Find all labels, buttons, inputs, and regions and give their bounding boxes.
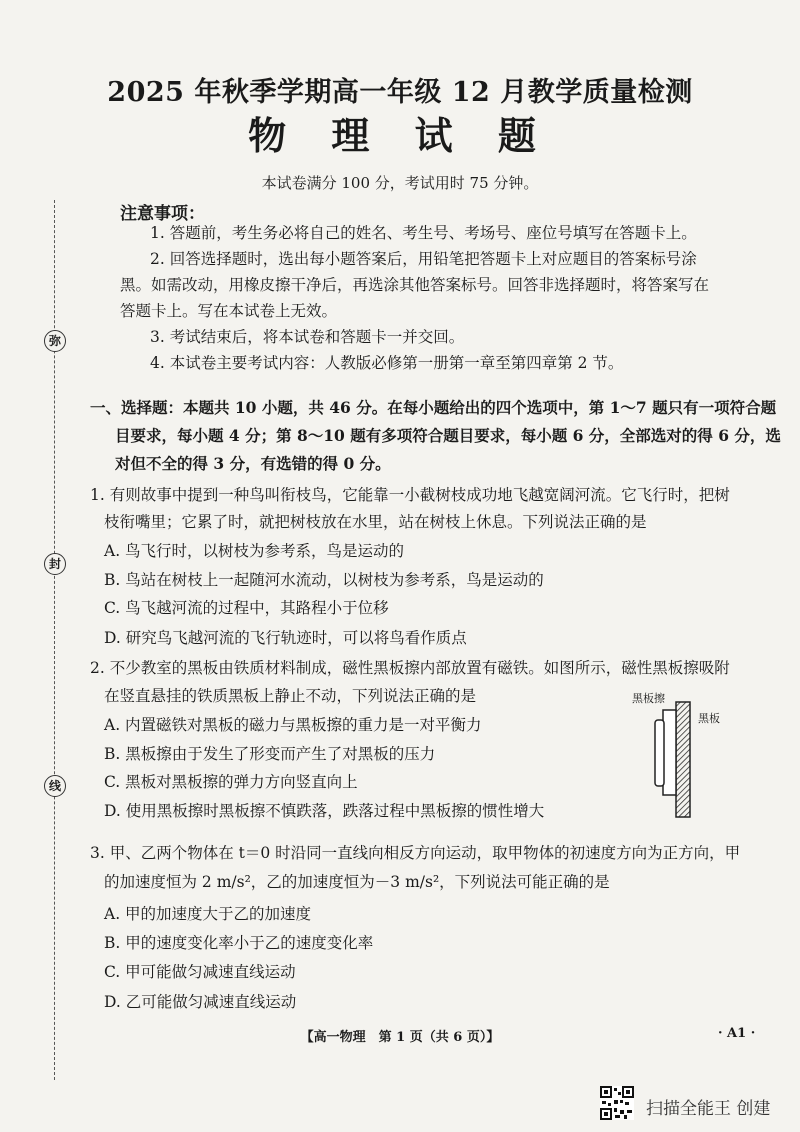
subject-title: 物 理 试 题 bbox=[248, 113, 552, 158]
page-footer: 【高一物理 第 1 页（共 6 页）】 bbox=[300, 1030, 500, 1045]
question-stem: 2. 不少教室的黑板由铁质材料制成，磁性黑板擦内部放置有磁铁。如图所示，磁性黑板擦吸附 bbox=[90, 659, 730, 677]
option-c: C. 鸟飞越河流的过程中，其路程小于位移 bbox=[104, 599, 389, 617]
eraser-handle bbox=[655, 720, 664, 786]
option-c: C. 黑板对黑板擦的弹力方向竖直向上 bbox=[104, 773, 358, 791]
section-instructions: 目要求，每小题 4 分；第 8～10 题有多项符合题目要求，每小题 6 分，全部选对的得 6 分，选 bbox=[115, 426, 781, 445]
question-stem: 在竖直悬挂的铁质黑板上静止不动，下列说法正确的是 bbox=[104, 687, 477, 705]
section-instructions: 一、选择题：本题共 10 小题，共 46 分。在每小题给出的四个选项中，第 1～7 题只有一项符合题 bbox=[90, 398, 777, 417]
note-line: 2. 回答选择题时，选出每小题答案后，用铅笔把答题卡上对应题目的答案标号涂 bbox=[150, 250, 697, 268]
section-instructions: 对但不全的得 3 分，有选错的得 0 分。 bbox=[115, 454, 391, 473]
option-a: A. 内置磁铁对黑板的磁力与黑板擦的重力是一对平衡力 bbox=[104, 716, 482, 734]
note-line: 1. 答题前，考生务必将自己的姓名、考生号、考场号、座位号填写在答题卡上。 bbox=[150, 224, 697, 242]
question-stem: 3. 甲、乙两个物体在 t＝0 时沿同一直线向相反方向运动，取甲物体的初速度方向为正方向，甲 bbox=[90, 844, 741, 862]
scanner-watermark: 扫描全能王 创建 bbox=[646, 1099, 771, 1119]
question-stem: 枝衔嘴里；它累了时，就把树枝放在水里，站在树枝上休息。下列说法正确的是 bbox=[104, 513, 647, 531]
option-b: B. 黑板擦由于发生了形变而产生了对黑板的压力 bbox=[104, 745, 436, 763]
blackboard-shape bbox=[676, 702, 690, 817]
question-stem: 1. 有则故事中提到一种鸟叫衔枝鸟，它能靠一小截树枝成功地飞越宽阔河流。它飞行时，把树 bbox=[90, 486, 730, 504]
exam-title: 2025 年秋季学期高一年级 12 月教学质量检测 bbox=[107, 77, 693, 108]
paper-code: · A1 · bbox=[718, 1026, 756, 1041]
option-d: D. 研究鸟飞越河流的飞行轨迹时，可以将鸟看作质点 bbox=[104, 629, 467, 647]
note-line: 答题卡上。写在本试卷上无效。 bbox=[120, 302, 338, 320]
blackboard-eraser-figure bbox=[624, 690, 734, 820]
eraser-body bbox=[663, 710, 676, 795]
option-d: D. 使用黑板擦时黑板擦不慎跌落，跌落过程中黑板擦的惯性增大 bbox=[104, 802, 545, 820]
binding-mark-3: 线 bbox=[44, 775, 66, 797]
option-d: D. 乙可能做匀减速直线运动 bbox=[104, 993, 297, 1011]
option-c: C. 甲可能做匀减速直线运动 bbox=[104, 963, 296, 981]
question-stem: 的加速度恒为 2 m/s²，乙的加速度恒为－3 m/s²，下列说法可能正确的是 bbox=[104, 873, 610, 891]
eraser-label: 黑板擦 bbox=[632, 692, 665, 705]
exam-info: 本试卷满分 100 分，考试用时 75 分钟。 bbox=[261, 174, 539, 192]
binding-mark-2: 封 bbox=[44, 553, 66, 575]
binding-mark-1: 弥 bbox=[44, 330, 66, 352]
option-b: B. 甲的速度变化率小于乙的速度变化率 bbox=[104, 934, 374, 952]
option-a: A. 鸟飞行时，以树枝为参考系，鸟是运动的 bbox=[104, 542, 405, 560]
note-line: 4. 本试卷主要考试内容：人教版必修第一册第一章至第四章第 2 节。 bbox=[150, 354, 624, 372]
option-a: A. 甲的加速度大于乙的加速度 bbox=[104, 905, 312, 923]
option-b: B. 鸟站在树枝上一起随河水流动，以树枝为参考系，鸟是运动的 bbox=[104, 571, 544, 589]
board-label: 黑板 bbox=[698, 712, 720, 725]
note-line: 黑。如需改动，用橡皮擦干净后，再选涂其他答案标号。回答非选择题时，将答案写在 bbox=[120, 276, 710, 294]
qr-code-icon bbox=[600, 1086, 634, 1120]
note-line: 3. 考试结束后，将本试卷和答题卡一并交回。 bbox=[150, 328, 465, 346]
notes-heading: 注意事项： bbox=[120, 204, 205, 224]
